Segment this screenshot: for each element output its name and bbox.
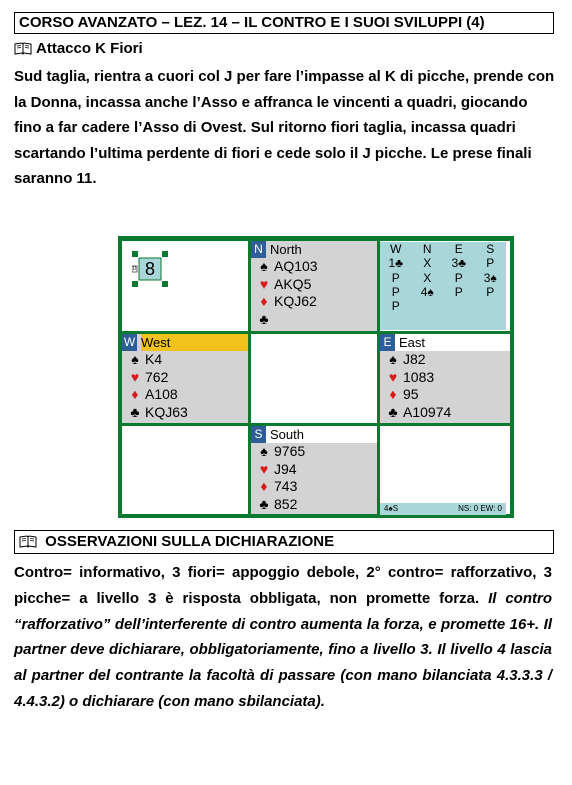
east-clubs: A10974: [403, 403, 452, 420]
observations-normal: Contro= informativo, 3 fiori= appoggio debole, 2° contro= rafforzativo, 3 picche= a livello 3 è risposta obbligata, non promette forza.: [14, 564, 552, 607]
auction-table: [380, 242, 506, 330]
observations-text: [14, 560, 552, 715]
south-name: South: [270, 427, 304, 442]
auction-call: E: [454, 242, 463, 256]
club-icon: ♣: [388, 403, 398, 420]
board-number-box: [132, 251, 168, 287]
play-description: Sud taglia, rientra a cuori col J per fare l’impasse al K di picche, prende con la Donna, incassa anche l’Asso e affranca le vincenti a quadri, giocando fino a far cadere l’Asso di Ovest. Sul ritorno fiori taglia, incassa quadri scartando l’ultima perdente di fiori e cede solo il J picche. Le prese finali saranno 11.: [14, 68, 555, 187]
auction-call: P: [454, 270, 463, 285]
auction-call: 1♣: [388, 256, 404, 271]
east-dir-badge: E: [380, 334, 395, 351]
club-icon: ♣: [259, 495, 269, 512]
west-spades: K4: [145, 351, 163, 368]
auction-call: X: [423, 270, 432, 285]
north-spades: AQ103: [274, 258, 318, 275]
auction-call: W: [390, 242, 402, 256]
north-dir-badge: N: [251, 241, 266, 258]
spade-icon: ♠: [131, 351, 139, 368]
auction-row: [380, 285, 506, 299]
spade-icon: ♠: [389, 351, 397, 368]
west-hearts: 762: [145, 368, 169, 385]
spade-icon: ♠: [260, 258, 268, 275]
auction-call: X: [423, 256, 432, 271]
auction-call: [443, 299, 475, 313]
observations-heading: [14, 530, 554, 554]
auction-row: [380, 299, 506, 313]
heart-icon: ♥: [130, 368, 140, 385]
north-hand: [251, 241, 377, 331]
auction-call: P: [391, 299, 400, 314]
auction-call: 3♣: [451, 256, 467, 271]
contract: 4♠S: [384, 504, 399, 513]
spade-icon: ♠: [260, 443, 268, 460]
club-icon: ♣: [259, 310, 269, 327]
auction-call: S: [486, 242, 495, 256]
dealer-marker: D: [132, 266, 137, 272]
south-diamonds: 743: [274, 478, 298, 495]
page-title: CORSO AVANZATO – LEZ. 14 – IL CONTRO E I SUOI SVILUPPI (4): [14, 12, 554, 34]
diamond-icon: ♦: [389, 386, 397, 403]
board-number: 8: [144, 258, 155, 279]
auction-call: P: [391, 270, 400, 285]
south-clubs: 852: [274, 495, 298, 512]
opening-lead-text: Attacco K Fiori: [36, 40, 143, 57]
east-diamonds: 95: [403, 386, 419, 403]
bridge-deal-diagram: [118, 236, 514, 518]
auction-call: P: [486, 284, 495, 299]
auction-row: [380, 256, 506, 270]
observations-title: OSSERVAZIONI SULLA DICHIARAZIONE: [45, 533, 335, 550]
north-name: North: [270, 242, 302, 257]
west-clubs: KQJ63: [145, 403, 188, 420]
north-hearts: AKQ5: [274, 275, 312, 292]
east-hand: [380, 334, 510, 423]
south-hand: [251, 426, 377, 514]
auction-call: [412, 299, 444, 313]
auction-call: [475, 299, 507, 313]
west-diamonds: A108: [145, 386, 178, 403]
diamond-icon: ♦: [260, 478, 268, 495]
east-name: East: [399, 335, 426, 350]
heart-icon: ♥: [388, 368, 398, 385]
heart-icon: ♥: [259, 275, 269, 292]
east-hearts: 1083: [403, 368, 435, 385]
diamond-icon: ♦: [131, 386, 139, 403]
south-spades: 9765: [274, 443, 306, 460]
frame-line: [510, 236, 514, 518]
auction-call: 3♠: [483, 270, 497, 285]
auction-header-row: [380, 242, 506, 256]
south-hearts: J94: [274, 460, 297, 477]
auction-call: P: [454, 284, 463, 299]
west-hand: [122, 334, 248, 423]
diamond-icon: ♦: [260, 293, 268, 310]
heart-icon: ♥: [259, 460, 269, 477]
contract-status-bar: [380, 503, 506, 515]
book-icon: [19, 535, 37, 547]
club-icon: ♣: [130, 403, 140, 420]
west-dir-badge: W: [123, 335, 136, 349]
east-spades: J82: [403, 351, 426, 368]
auction-call: N: [422, 242, 432, 256]
north-diamonds: KQJ62: [274, 293, 317, 310]
auction-call: P: [391, 284, 400, 299]
auction-call: P: [486, 256, 495, 271]
auction-row: [380, 271, 506, 285]
west-name: West: [141, 334, 248, 351]
book-icon: [14, 42, 32, 54]
south-dir-badge: S: [251, 426, 266, 443]
observations-italic: Il contro “rafforzativo” dell’interferente di contro aumenta la forza, e promette 16+. Il partner deve dichiarare, obbligatoriamente, fino a livello 3. Il livello 4 lascia al partner del contrante la facoltà di passare (con mano bilanciata 4.3.3.3 / 4.4.3.2) o dichiarare (con mano sbilanciata).: [14, 589, 552, 710]
opening-lead: [14, 40, 143, 57]
auction-call: 4♠: [420, 284, 434, 299]
score: NS: 0 EW: 0: [458, 504, 502, 513]
